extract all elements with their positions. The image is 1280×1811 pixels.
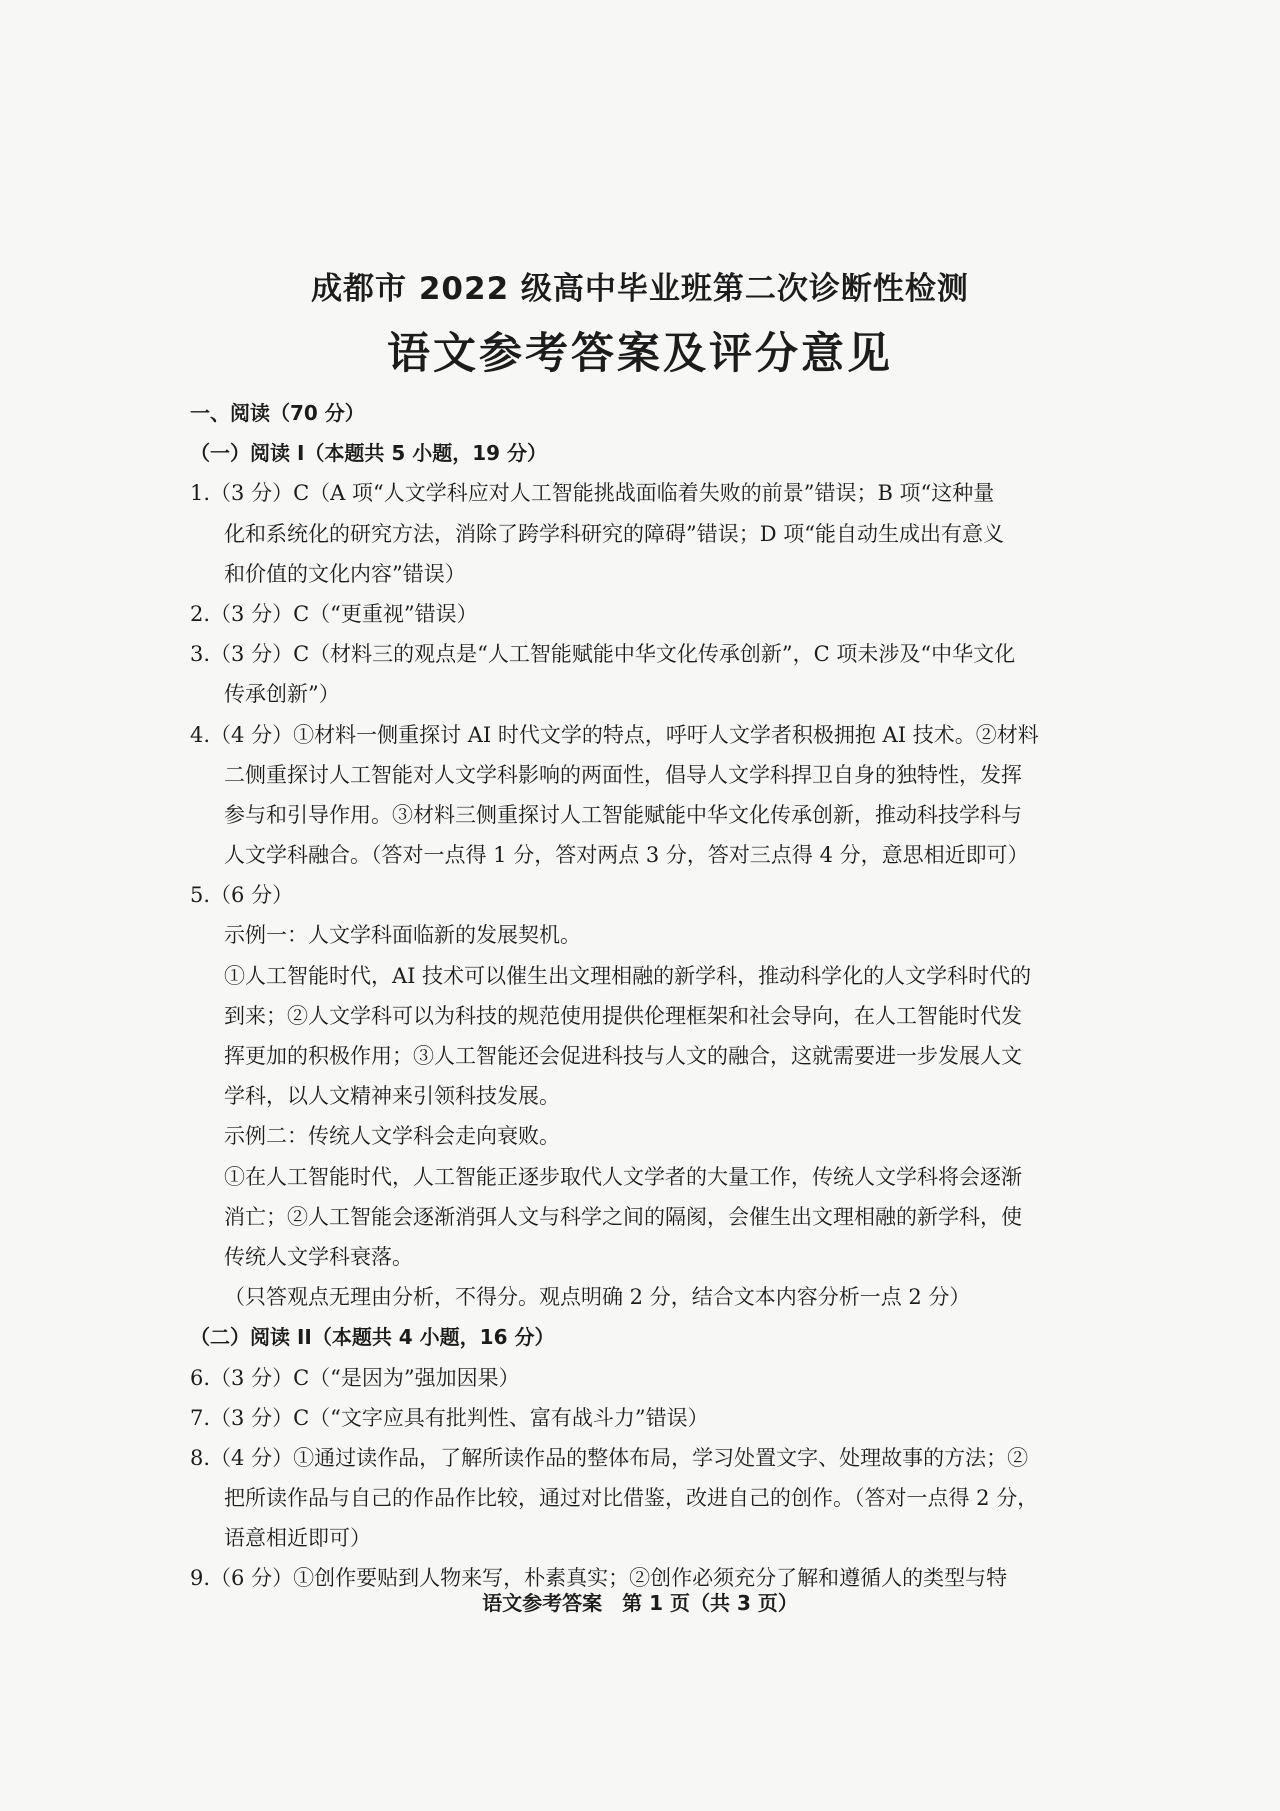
answer-line: 3.（3 分）C（材料三的观点是“人工智能赋能中华文化传承创新”，C 项未涉及“中华文化 bbox=[190, 642, 1016, 667]
answer-line: 和价值的文化内容”错误） bbox=[224, 561, 466, 586]
answer-body bbox=[190, 393, 1095, 1599]
answer-line: 5.（6 分） bbox=[190, 883, 294, 908]
answer-line: 示例二：传统人文学科会走向衰败。 bbox=[224, 1124, 560, 1149]
exam-title: 成都市 2022 级高中毕业班第二次诊断性检测 bbox=[311, 271, 969, 307]
answer-line: 学科，以人文精神来引领科技发展。 bbox=[224, 1084, 560, 1109]
answer-line: 消亡；②人工智能会逐渐消弭人文与科学之间的隔阂，会催生出文理相融的新学科，使 bbox=[224, 1204, 1022, 1229]
answer-line: 示例一：人文学科面临新的发展契机。 bbox=[224, 923, 581, 948]
section-heading: （一）阅读 I（本题共 5 小题，19 分） bbox=[190, 441, 548, 466]
answer-line: 9.（6 分）①创作要贴到人物来写，朴素真实；②创作必须充分了解和遵循人的类型与特 bbox=[190, 1566, 1008, 1591]
page-footer: 语文参考答案 第 1 页（共 3 页） bbox=[482, 1591, 798, 1615]
answer-line: 2.（3 分）C（“更重视”错误） bbox=[190, 601, 478, 626]
answer-line: ①在人工智能时代，人工智能正逐步取代人文学者的大量工作，传统人文学科将会逐渐 bbox=[224, 1164, 1022, 1189]
answer-line: 8.（4 分）①通过读作品，了解所读作品的整体布局，学习处置文字、处理故事的方法；② bbox=[190, 1445, 1029, 1470]
answer-line: 1.（3 分）C（A 项“人文学科应对人工智能挑战面临着失败的前景”错误；B 项“这种量 bbox=[190, 481, 995, 506]
answer-line: 到来；②人文学科可以为科技的规范使用提供伦理框架和社会导向，在人工智能时代发 bbox=[224, 1003, 1022, 1028]
answer-line: 7.（3 分）C（“文字应具有批判性、富有战斗力”错误） bbox=[190, 1405, 709, 1430]
section-heading: （二）阅读 II（本题共 4 小题，16 分） bbox=[190, 1325, 555, 1350]
section-heading: 一、阅读（70 分） bbox=[190, 401, 365, 425]
answer-line: 语意相近即可） bbox=[224, 1526, 371, 1551]
answer-line: 参与和引导作用。③材料三侧重探讨人工智能赋能中华文化传承创新，推动科技学科与 bbox=[224, 802, 1022, 827]
answer-line: 挥更加的积极作用；③人工智能还会促进科技与人文的融合，这就需要进一步发展人文 bbox=[224, 1044, 1022, 1068]
answer-line: 传承创新”） bbox=[224, 682, 340, 707]
answer-line: 传统人文学科衰落。 bbox=[224, 1244, 413, 1269]
answer-line: 6.（3 分）C（“是因为”强加因果） bbox=[190, 1365, 520, 1390]
answer-line: 二侧重探讨人工智能对人文学科影响的两面性，倡导人文学科捍卫自身的独特性，发挥 bbox=[224, 762, 1022, 787]
answer-line: （只答观点无理由分析，不得分。观点明确 2 分，结合文本内容分析一点 2 分） bbox=[224, 1285, 971, 1310]
answer-line: 把所读作品与自己的作品作比较，通过对比借鉴，改进自己的创作。（答对一点得 2 分， bbox=[224, 1486, 1039, 1511]
document-subtitle: 语文参考答案及评分意见 bbox=[387, 329, 893, 379]
answer-line: ①人工智能时代，AI 技术可以催生出文理相融的新学科，推动科学化的人文学科时代的 bbox=[224, 963, 1032, 988]
answer-line: 人文学科融合。（答对一点得 1 分，答对两点 3 分，答对三点得 4 分，意思相近即可） bbox=[224, 843, 1029, 868]
answer-line: 4.（4 分）①材料一侧重探讨 AI 时代文学的特点，呼吁人文学者积极拥抱 AI 技术。②材料 bbox=[190, 722, 1039, 747]
answer-line: 化和系统化的研究方法，消除了跨学科研究的障碍”错误；D 项“能自动生成出有意义 bbox=[224, 521, 1004, 546]
